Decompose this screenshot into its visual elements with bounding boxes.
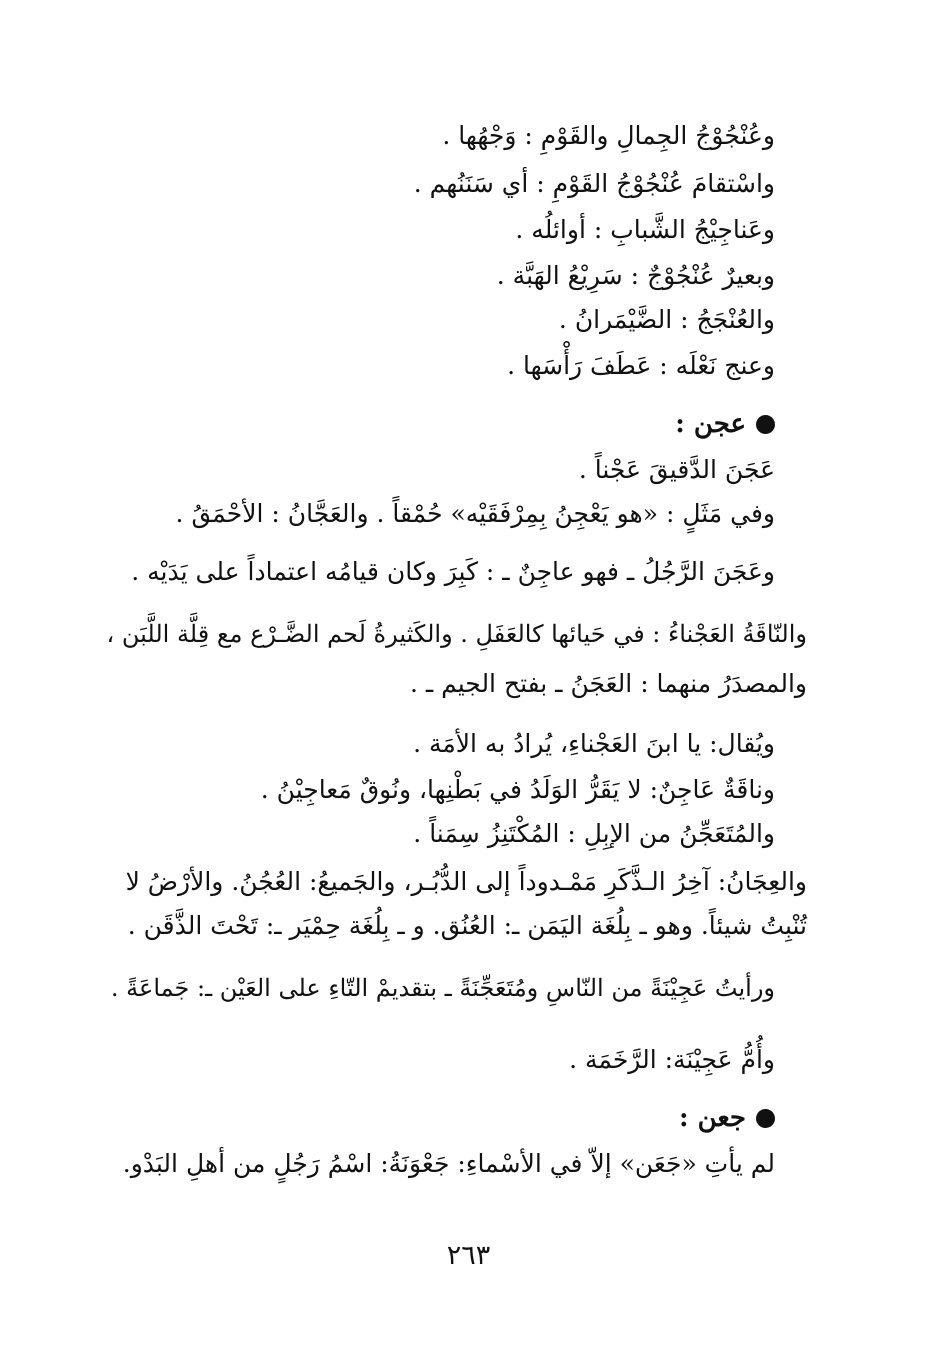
text-line: والعُنْجَجُ : الضَّيْمَرانُ . — [558, 305, 775, 334]
text-line: وفي مَثَلٍ : «هو يَعْجِنُ بِمِرْفَقَيْه» حُمْقاً . والعَجَّانُ : الأحْمَقُ . — [175, 499, 775, 528]
text-line: وأُمُّ عَجِيْنَة: الرَّخَمَة . — [569, 1045, 775, 1074]
text-line: ويُقال: يا ابنَ العَجْناءِ، يُرادُ به الأمَة . — [413, 729, 775, 758]
text-line: وعَجَنَ الرَّجُلُ ـ فهو عاجِنٌ ـ : كَبِرَ وكان قيامُه اعتماداً على يَدَيْه . — [131, 557, 775, 586]
text-line: وناقَةٌ عَاجِنٌ: لا يَقَرُّ الوَلَدُ في بَطْنِها، ونُوقٌ مَعاجِيْنُ . — [260, 775, 775, 804]
text-line: والمصدَرُ منهما : العَجَنُ ـ بفتح الجيم ـ . — [409, 669, 807, 698]
text-line: وعُنْجُوْجُ الجِمالِ والقَوْمِ : وَجْهُها . — [442, 121, 775, 150]
text-line: لم يأتِ «جَعَن» إلاّ في الأسْماءِ: جَعْوَنَةُ: اسْمُ رَجُلٍ من أهلِ البَدْو. — [122, 1149, 775, 1178]
text-line: وبعيرٌ عُنْجُوْجٌ : سَرِيْعُ الهَبَّة . — [496, 261, 775, 290]
text-line: وعنج نَعْلَه : عَطَفَ رَأْسَها . — [507, 351, 775, 380]
page-number: ٢٦٣ — [446, 1240, 491, 1271]
entry-heading-ajn — [675, 404, 775, 444]
bullet-icon — [756, 1109, 775, 1128]
text-line: والعِجَانُ: آخِرُ الـذَّكَرِ مَمْـدوداً إلى الدُّبُـر، والجَميعُ: العُجُنُ. والأرْضُ لا — [125, 867, 807, 896]
entry-heading-label: عجن : — [675, 409, 746, 439]
entry-heading-label: جعن : — [678, 1103, 746, 1133]
text-line: ورأيتُ عَجِيْنَةً من النّاسِ ومُتَعَجِّنَةً ـ بتقديمْ التّاءِ على العَيْن ـ: جَماعَةً . — [110, 974, 775, 1002]
entry-heading-jan — [679, 1098, 775, 1138]
bullet-icon — [756, 415, 775, 434]
text-line: تُنْبِتُ شيئاً. وهو ـ بِلُغَة اليَمَن ـ: العُنُق. و ـ بِلُغَة حِمْيَر ـ: تَحْتَ الذَّقَن . — [127, 911, 807, 940]
text-line: واسْتقامَ عُنْجُوْجُ القَوْمِ : أي سَنَنُهم . — [413, 169, 775, 198]
text-line: وعَناجِيْجُ الشَّبابِ : أوائلُه . — [515, 215, 775, 244]
text-line: عَجَنَ الدَّقيقَ عَجْناً . — [578, 455, 775, 484]
text-line: والمُتَعَجِّنُ من الإبِلِ : المُكْتَنِزُ سِمَناً . — [413, 819, 775, 848]
text-line: والنّاقَةُ العَجْناءُ : في حَيائها كالعَفَلِ . والكَثيرةُ لَحم الضَّـرْع مع قِلَّة اللَّبَن ، — [106, 620, 807, 648]
